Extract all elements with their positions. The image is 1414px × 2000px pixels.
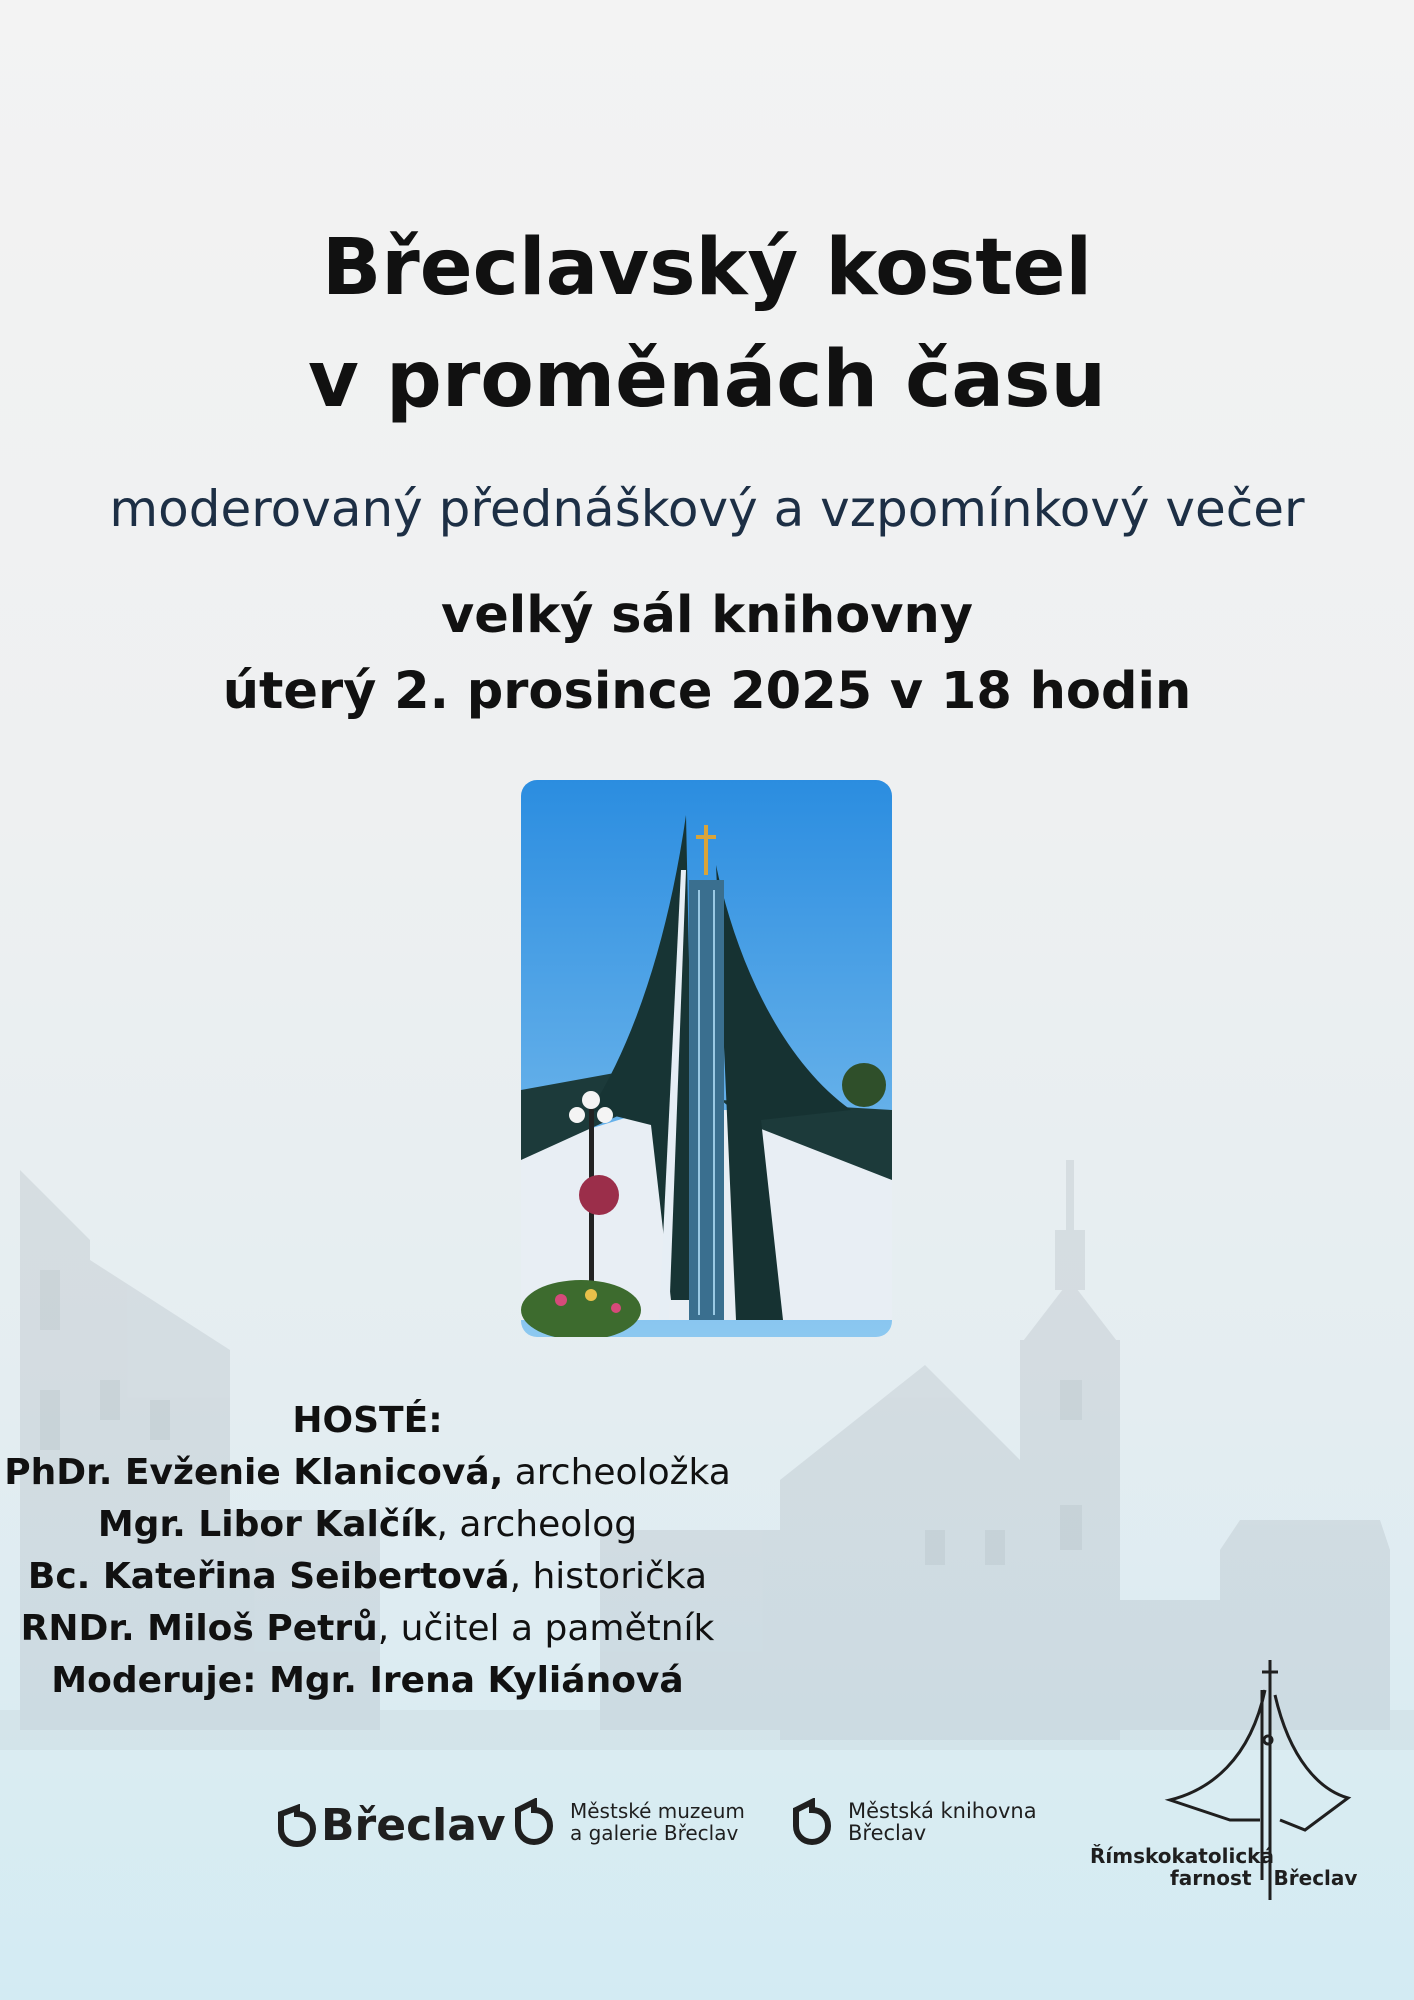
title-line-2: v proměnách času (308, 335, 1106, 425)
church-photo (521, 780, 892, 1337)
guests-section (0, 1395, 735, 1707)
event-subtitle: moderovaný přednáškový a vzpomínkový večer (109, 480, 1305, 538)
breclav-mark-icon (275, 1804, 319, 1848)
partner-logos (0, 1780, 1414, 1900)
title-line-1: Břeclavský kostel (321, 223, 1093, 313)
library-mark-icon (790, 1798, 834, 1846)
moderator: Moderuje: Mgr. Irena Kyliánová (51, 1660, 684, 1701)
guests-heading: HOSTÉ: (292, 1400, 443, 1441)
event-venue (0, 578, 1414, 730)
guest-item: PhDr. Evženie Klanicová, archeoložka (4, 1452, 731, 1493)
guest-item: Bc. Kateřina Seibertová, historička (27, 1556, 708, 1597)
museum-mark-icon (512, 1798, 556, 1846)
museum-logo: Městské muzeum a galerie Břeclav (512, 1798, 745, 1846)
venue-place: velký sál knihovny (440, 586, 974, 645)
guest-item: RNDr. Miloš Petrů, učitel a pamětník (20, 1608, 715, 1649)
library-logo: Městská knihovna Břeclav (790, 1798, 1037, 1846)
event-title (0, 212, 1414, 436)
guest-item: Mgr. Libor Kalčík, archeolog (97, 1504, 638, 1545)
breclav-logo: Břeclav (275, 1800, 506, 1851)
venue-date: úterý 2. prosince 2025 v 18 hodin (222, 662, 1192, 721)
parish-logo: Římskokatolická farnost Břeclav (1090, 1650, 1360, 1910)
